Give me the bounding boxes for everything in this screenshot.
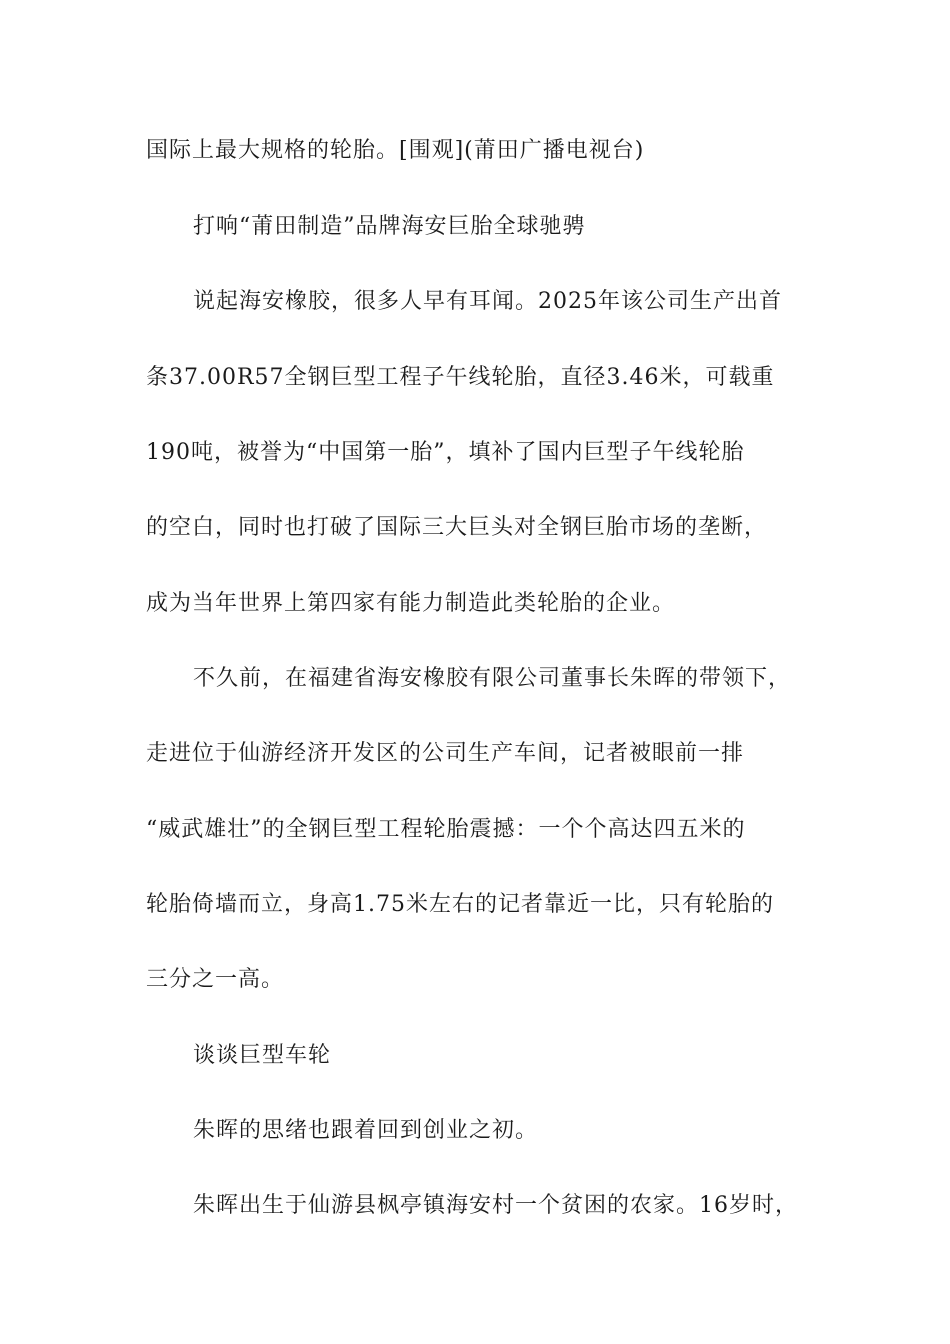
paragraph-first-line: 朱晖出生于仙游县枫亭镇海安村一个贫困的农家。16岁时， xyxy=(193,1193,798,1218)
paragraph-first-line: 朱晖的思绪也跟着回到创业之初。 xyxy=(193,1118,539,1143)
text-line: 的空白，同时也打破了国际三大巨头对全钢巨胎市场的垄断， xyxy=(146,515,768,540)
paragraph-first-line: 不久前，在福建省海安橡胶有限公司董事长朱晖的带领下， xyxy=(193,666,792,691)
text-line: 国际上最大规格的轮胎。[围观](莆田广播电视台) xyxy=(146,138,645,163)
paragraph-first-line: 说起海安橡胶，很多人早有耳闻。2025年该公司生产出首 xyxy=(193,289,782,314)
section-heading: 谈谈巨型车轮 xyxy=(193,1043,332,1068)
text-line: 成为当年世界上第四家有能力制造此类轮胎的企业。 xyxy=(146,591,676,616)
text-line: 三分之一高。 xyxy=(146,967,285,992)
text-line: “威武雄壮”的全钢巨型工程轮胎震撼：一个个高达四五米的 xyxy=(146,817,746,842)
text-line: 轮胎倚墙而立，身高1.75米左右的记者靠近一比，只有轮胎的 xyxy=(146,892,774,917)
text-line: 走进位于仙游经济开发区的公司生产车间，记者被眼前一排 xyxy=(146,741,745,766)
section-heading: 打响“莆田制造”品牌海安巨胎全球驰骋 xyxy=(193,214,586,239)
text-line: 190吨，被誉为“中国第一胎”，填补了国内巨型子午线轮胎 xyxy=(146,440,745,465)
text-line: 条37.00R57全钢巨型工程子午线轮胎，直径3.46米，可载重 xyxy=(146,365,775,390)
